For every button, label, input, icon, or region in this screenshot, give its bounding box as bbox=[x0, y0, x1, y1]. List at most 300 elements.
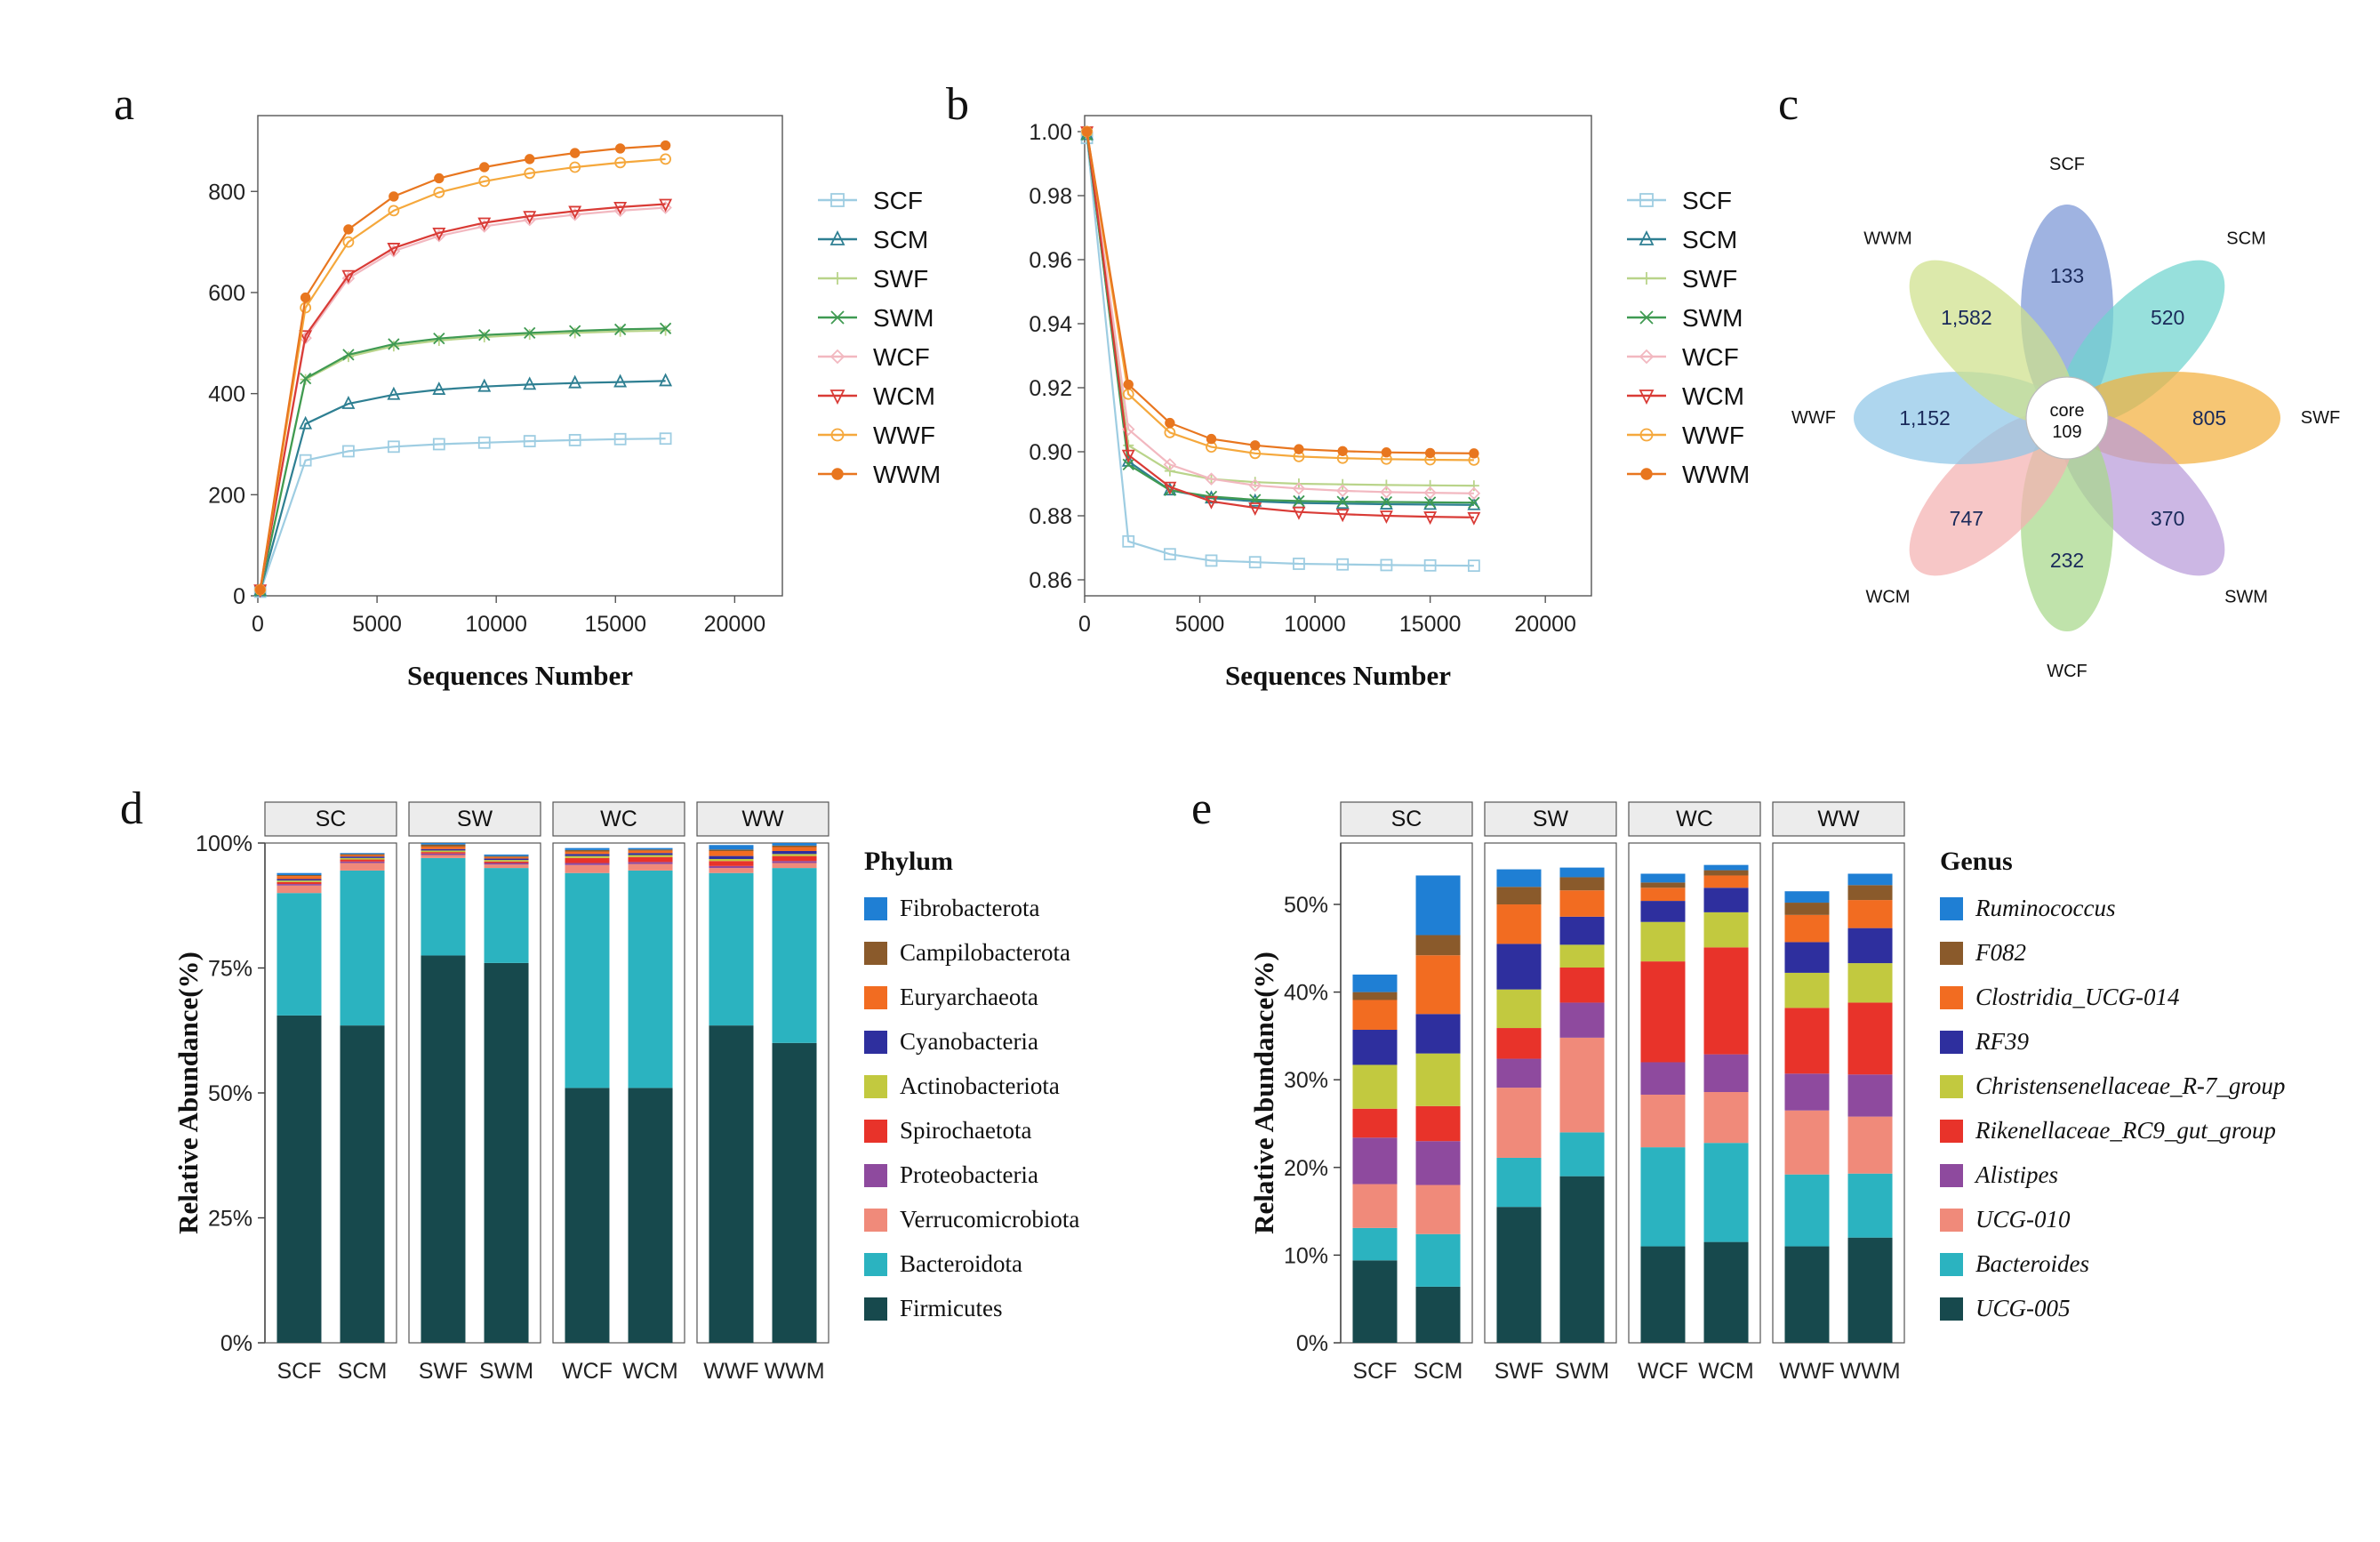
stacked-bar-segment bbox=[773, 846, 817, 847]
stacked-bar-segment bbox=[1496, 1028, 1541, 1059]
stacked-bar-segment bbox=[276, 884, 321, 886]
stacked-bar-segment bbox=[1560, 877, 1605, 890]
panel-d-chart bbox=[160, 791, 1245, 1494]
stacked-bar-segment bbox=[1640, 1095, 1685, 1147]
stacked-bar-segment bbox=[1784, 1008, 1829, 1073]
venn-petal-label: WWM bbox=[1863, 229, 1912, 249]
svg-text:SWF: SWF bbox=[1682, 265, 1738, 293]
stacked-bar-segment bbox=[1848, 1238, 1893, 1343]
svg-text:SWM: SWM bbox=[1682, 304, 1743, 332]
stacked-bar-segment bbox=[773, 863, 817, 868]
stacked-bar-segment bbox=[1848, 928, 1893, 963]
stacked-bar-segment bbox=[1704, 1055, 1749, 1092]
stacked-bar-segment bbox=[1416, 1287, 1461, 1343]
stacked-bar-segment bbox=[1784, 1073, 1829, 1110]
stacked-bar-segment bbox=[1560, 917, 1605, 945]
stacked-bar-segment bbox=[629, 853, 673, 855]
venn-core-value: 109 bbox=[2052, 422, 2082, 442]
venn-petal-value: 805 bbox=[2192, 406, 2227, 430]
svg-text:100%: 100% bbox=[196, 831, 252, 856]
stacked-bar-segment bbox=[709, 1025, 753, 1343]
stacked-bar-segment bbox=[709, 851, 753, 856]
stacked-bar-segment bbox=[1352, 1064, 1397, 1108]
stacked-bar-segment bbox=[1560, 944, 1605, 968]
x-tick-label: WWM bbox=[1839, 1359, 1901, 1384]
stacked-bar-segment bbox=[1640, 887, 1685, 901]
stacked-bar-segment bbox=[1560, 890, 1605, 917]
stacked-bar-segment bbox=[709, 845, 753, 849]
svg-text:0%: 0% bbox=[220, 1331, 252, 1356]
stacked-bar-segment bbox=[421, 850, 465, 852]
x-tick-label: WCM bbox=[1698, 1359, 1754, 1384]
legend-title: Genus bbox=[1940, 847, 2013, 876]
svg-text:15000: 15000 bbox=[1398, 612, 1462, 637]
facet-label: SW bbox=[456, 807, 493, 831]
stacked-bar-segment bbox=[565, 854, 609, 855]
svg-text:400: 400 bbox=[208, 381, 245, 407]
svg-text:0: 0 bbox=[252, 612, 264, 637]
svg-text:SCF: SCF bbox=[1682, 187, 1732, 214]
venn-petal-value: 133 bbox=[2049, 264, 2085, 287]
stacked-bar-segment bbox=[276, 882, 321, 884]
stacked-bar-segment bbox=[421, 845, 465, 847]
stacked-bar-segment bbox=[1416, 1141, 1461, 1185]
stacked-bar-segment bbox=[1848, 1002, 1893, 1074]
stacked-bar-segment bbox=[485, 856, 529, 857]
legend-label: UCG-005 bbox=[1975, 1295, 2071, 1321]
stacked-bar-segment bbox=[1352, 1109, 1397, 1138]
svg-text:Sequences Number: Sequences Number bbox=[406, 660, 634, 691]
panel-label-b: b bbox=[946, 79, 969, 130]
legend-swatch bbox=[864, 1164, 887, 1187]
facet-label: WW bbox=[1817, 807, 1860, 831]
stacked-bar-segment bbox=[1352, 1228, 1397, 1260]
stacked-bar-segment bbox=[1496, 870, 1541, 887]
svg-text:0: 0 bbox=[1078, 612, 1091, 637]
stacked-bar-segment bbox=[341, 862, 385, 863]
stacked-bar-segment bbox=[341, 860, 385, 862]
venn-petal-label: SCF bbox=[2049, 155, 2085, 174]
stacked-bar-segment bbox=[1640, 1247, 1685, 1343]
stacked-bar-segment bbox=[1640, 901, 1685, 922]
stacked-bar-segment bbox=[565, 852, 609, 855]
svg-text:5000: 5000 bbox=[352, 612, 402, 637]
stacked-bar-segment bbox=[773, 1043, 817, 1343]
venn-petal-label: SWF bbox=[2300, 408, 2341, 428]
svg-text:0.92: 0.92 bbox=[1029, 376, 1072, 401]
svg-text:30%: 30% bbox=[1283, 1068, 1328, 1094]
stacked-bar-segment bbox=[1640, 874, 1685, 883]
stacked-bar-segment bbox=[485, 860, 529, 862]
legend-label: Fibrobacterota bbox=[900, 895, 1040, 921]
svg-text:1.00: 1.00 bbox=[1029, 120, 1072, 145]
venn-petal-label: SCM bbox=[2226, 229, 2266, 249]
stacked-bar-segment bbox=[773, 856, 817, 862]
svg-text:5000: 5000 bbox=[1174, 612, 1225, 637]
panel-c-flower-venn bbox=[1774, 124, 2378, 747]
stacked-bar-segment bbox=[1640, 1147, 1685, 1246]
legend-swatch bbox=[1940, 986, 1963, 1009]
stacked-bar-segment bbox=[565, 1088, 609, 1343]
stacked-bar-segment bbox=[485, 863, 529, 864]
svg-text:SWM: SWM bbox=[873, 304, 934, 332]
svg-text:SCM: SCM bbox=[1682, 226, 1738, 253]
stacked-bar-segment bbox=[485, 857, 529, 859]
legend-label: Bacteroidota bbox=[900, 1250, 1022, 1277]
stacked-bar-segment bbox=[421, 852, 465, 854]
x-tick-label: SWM bbox=[478, 1359, 534, 1384]
stacked-bar-segment bbox=[485, 963, 529, 1343]
stacked-bar-segment bbox=[1560, 1177, 1605, 1343]
stacked-bar-segment bbox=[1848, 900, 1893, 928]
stacked-bar-segment bbox=[709, 866, 753, 868]
legend-swatch bbox=[864, 1120, 887, 1143]
stacked-bar-segment bbox=[773, 843, 817, 846]
legend-label: Bacteroides bbox=[1975, 1250, 2089, 1277]
stacked-bar-segment bbox=[421, 855, 465, 857]
stacked-bar-segment bbox=[629, 1088, 673, 1343]
legend-label: Firmicutes bbox=[900, 1295, 1003, 1321]
venn-petal-value: 232 bbox=[2049, 549, 2085, 572]
stacked-bar-segment bbox=[629, 850, 673, 853]
stacked-bar-segment bbox=[1784, 1111, 1829, 1175]
stacked-bar-segment bbox=[565, 865, 609, 873]
stacked-bar-segment bbox=[341, 854, 385, 855]
x-tick-label: SWF bbox=[1494, 1359, 1544, 1384]
stacked-bar-segment bbox=[421, 847, 465, 849]
legend-swatch bbox=[1940, 1164, 1963, 1187]
panel-label-a: a bbox=[114, 79, 135, 130]
panel-a-chart bbox=[160, 98, 1049, 818]
stacked-bar-segment bbox=[709, 868, 753, 873]
stacked-bar-segment bbox=[341, 856, 385, 858]
stacked-bar-segment bbox=[1848, 1174, 1893, 1238]
panel-e-chart bbox=[1236, 791, 2356, 1494]
stacked-bar-segment bbox=[565, 856, 609, 858]
legend-swatch bbox=[864, 1297, 887, 1321]
stacked-bar-segment bbox=[1352, 1260, 1397, 1343]
plot-frame bbox=[258, 116, 782, 596]
stacked-bar-segment bbox=[1848, 885, 1893, 900]
stacked-bar-segment bbox=[276, 873, 321, 875]
svg-text:SCF: SCF bbox=[873, 187, 923, 214]
stacked-bar-segment bbox=[341, 1025, 385, 1343]
facet-label: WC bbox=[1676, 807, 1713, 831]
stacked-bar-segment bbox=[485, 855, 529, 856]
x-tick-label: WCF bbox=[1638, 1359, 1688, 1384]
svg-text:200: 200 bbox=[208, 483, 245, 509]
y-axis-title: Relative Abundance(%) bbox=[172, 952, 204, 1234]
stacked-bar-segment bbox=[1496, 990, 1541, 1028]
legend-swatch bbox=[1940, 1075, 1963, 1098]
stacked-bar-segment bbox=[565, 848, 609, 850]
panel-label-e: e bbox=[1191, 783, 1213, 834]
svg-text:WCF: WCF bbox=[873, 343, 930, 371]
legend-label: Rikenellaceae_RC9_gut_group bbox=[1975, 1117, 2276, 1144]
stacked-bar-segment bbox=[773, 854, 817, 855]
legend-swatch bbox=[1940, 1120, 1963, 1143]
legend-swatch bbox=[1940, 1209, 1963, 1232]
stacked-bar-segment bbox=[1704, 871, 1749, 876]
stacked-bar-segment bbox=[1416, 875, 1461, 935]
svg-text:Sequences Number: Sequences Number bbox=[1224, 660, 1452, 691]
svg-text:40%: 40% bbox=[1283, 980, 1328, 1006]
x-tick-label: SWM bbox=[1554, 1359, 1610, 1384]
stacked-bar-segment bbox=[1496, 887, 1541, 904]
stacked-bar-segment bbox=[1496, 904, 1541, 944]
legend-label: Verrucomicrobiota bbox=[900, 1206, 1080, 1233]
stacked-bar-segment bbox=[1704, 865, 1749, 871]
venn-petal-value: 1,582 bbox=[1941, 305, 1992, 329]
legend-label: Cyanobacteria bbox=[900, 1028, 1038, 1055]
stacked-bar-segment bbox=[629, 871, 673, 1088]
svg-text:0.88: 0.88 bbox=[1029, 504, 1072, 529]
stacked-bar-segment bbox=[629, 857, 673, 863]
facet-label: SW bbox=[1532, 807, 1569, 831]
venn-petal-label: SWM bbox=[2224, 587, 2268, 607]
svg-text:WWF: WWF bbox=[873, 422, 935, 449]
svg-text:0%: 0% bbox=[1295, 1331, 1328, 1356]
stacked-bar-segment bbox=[1352, 1000, 1397, 1030]
stacked-bar-segment bbox=[421, 858, 465, 956]
legend-label: Actinobacteriota bbox=[900, 1072, 1060, 1099]
stacked-bar-segment bbox=[276, 879, 321, 880]
stacked-bar-segment bbox=[1704, 912, 1749, 947]
venn-petal-label: WWF bbox=[1791, 408, 1836, 428]
stacked-bar-segment bbox=[1352, 1137, 1397, 1184]
svg-text:15000: 15000 bbox=[584, 612, 647, 637]
stacked-bar-segment bbox=[1560, 1132, 1605, 1176]
stacked-bar-segment bbox=[1416, 1234, 1461, 1287]
stacked-bar-segment bbox=[1704, 1143, 1749, 1241]
svg-text:WCF: WCF bbox=[1682, 343, 1739, 371]
stacked-bar-segment bbox=[709, 859, 753, 861]
x-tick-label: SWF bbox=[418, 1359, 469, 1384]
legend-swatch bbox=[1940, 942, 1963, 965]
stacked-bar-segment bbox=[1352, 975, 1397, 992]
stacked-bar-segment bbox=[276, 876, 321, 879]
x-tick-label: WWF bbox=[1779, 1359, 1835, 1384]
legend-swatch bbox=[1940, 1297, 1963, 1321]
legend-swatch bbox=[1940, 1253, 1963, 1276]
stacked-bar-segment bbox=[709, 856, 753, 859]
panel-label-d: d bbox=[120, 783, 143, 834]
svg-text:25%: 25% bbox=[207, 1206, 252, 1232]
svg-text:10000: 10000 bbox=[465, 612, 527, 637]
stacked-bar-segment bbox=[629, 864, 673, 871]
stacked-bar-segment bbox=[565, 873, 609, 1088]
stacked-bar-segment bbox=[1784, 915, 1829, 943]
stacked-bar-segment bbox=[485, 864, 529, 868]
stacked-bar-segment bbox=[276, 893, 321, 1016]
stacked-bar-segment bbox=[1496, 1059, 1541, 1088]
stacked-bar-segment bbox=[1848, 874, 1893, 886]
stacked-bar-segment bbox=[1704, 947, 1749, 1054]
legend-label: Clostridia_UCG-014 bbox=[1975, 984, 2180, 1010]
x-tick-label: SCM bbox=[337, 1359, 388, 1384]
stacked-bar-segment bbox=[1496, 1088, 1541, 1158]
facet-label: WC bbox=[600, 807, 637, 831]
stacked-bar-segment bbox=[276, 880, 321, 882]
stacked-bar-segment bbox=[773, 868, 817, 1043]
plot-frame bbox=[1085, 116, 1591, 596]
stacked-bar-segment bbox=[1560, 1002, 1605, 1037]
legend-swatch bbox=[864, 1031, 887, 1054]
legend-label: F082 bbox=[1975, 939, 2026, 966]
legend-label: Christensenellaceae_R-7_group bbox=[1975, 1072, 2286, 1099]
svg-text:600: 600 bbox=[208, 280, 245, 306]
stacked-bar-segment bbox=[709, 849, 753, 851]
stacked-bar-segment bbox=[1416, 1185, 1461, 1234]
stacked-bar-segment bbox=[1640, 1062, 1685, 1094]
x-tick-label: SCF bbox=[276, 1359, 322, 1384]
x-tick-label: SCF bbox=[1352, 1359, 1398, 1384]
stacked-bar-segment bbox=[1416, 936, 1461, 956]
stacked-bar-segment bbox=[276, 875, 321, 876]
svg-text:WWM: WWM bbox=[873, 461, 942, 488]
stacked-bar-segment bbox=[1416, 1106, 1461, 1141]
venn-petal-value: 1,152 bbox=[1899, 406, 1951, 430]
stacked-bar-segment bbox=[1560, 868, 1605, 878]
stacked-bar-segment bbox=[1784, 1247, 1829, 1343]
x-tick-label: SCM bbox=[1413, 1359, 1463, 1384]
stacked-bar-segment bbox=[1416, 1014, 1461, 1053]
y-axis-title: Relative Abundance(%) bbox=[1248, 952, 1279, 1234]
stacked-bar-segment bbox=[1704, 887, 1749, 912]
stacked-bar-segment bbox=[1784, 1175, 1829, 1247]
panel-b-chart bbox=[969, 98, 1858, 818]
stacked-bar-segment bbox=[1560, 968, 1605, 1002]
svg-text:20000: 20000 bbox=[703, 612, 766, 637]
stacked-bar-segment bbox=[773, 851, 817, 854]
svg-text:20%: 20% bbox=[1283, 1155, 1328, 1181]
stacked-bar-segment bbox=[1416, 955, 1461, 1014]
stacked-bar-segment bbox=[565, 858, 609, 863]
svg-text:10000: 10000 bbox=[1284, 612, 1346, 637]
svg-text:0.96: 0.96 bbox=[1029, 248, 1072, 273]
stacked-bar-segment bbox=[1640, 961, 1685, 1062]
stacked-bar-segment bbox=[485, 858, 529, 860]
svg-text:0.98: 0.98 bbox=[1029, 184, 1072, 209]
x-tick-label: WCF bbox=[562, 1359, 613, 1384]
stacked-bar-segment bbox=[629, 848, 673, 850]
svg-text:0.94: 0.94 bbox=[1029, 312, 1072, 337]
panel-label-c: c bbox=[1778, 79, 1799, 130]
legend-label: UCG-010 bbox=[1975, 1206, 2071, 1233]
facet-label: WW bbox=[741, 807, 784, 831]
stacked-bar-segment bbox=[1560, 1038, 1605, 1132]
stacked-bar-segment bbox=[485, 862, 529, 863]
svg-text:WWF: WWF bbox=[1682, 422, 1744, 449]
legend-swatch bbox=[864, 942, 887, 965]
stacked-bar-segment bbox=[629, 855, 673, 856]
stacked-bar-segment bbox=[1784, 942, 1829, 973]
stacked-bar-segment bbox=[1848, 963, 1893, 1002]
facet-label: SC bbox=[315, 807, 347, 831]
x-tick-label: WCM bbox=[622, 1359, 678, 1384]
stacked-bar-segment bbox=[1704, 1242, 1749, 1343]
svg-text:WWM: WWM bbox=[1682, 461, 1751, 488]
stacked-bar-segment bbox=[1352, 1185, 1397, 1228]
stacked-bar-segment bbox=[1704, 875, 1749, 887]
svg-text:75%: 75% bbox=[207, 956, 252, 982]
legend-swatch bbox=[864, 1075, 887, 1098]
stacked-bar-segment bbox=[1784, 973, 1829, 1008]
stacked-bar-segment bbox=[341, 858, 385, 860]
stacked-bar-segment bbox=[709, 861, 753, 866]
svg-text:0: 0 bbox=[233, 584, 245, 609]
svg-text:0.90: 0.90 bbox=[1029, 440, 1072, 465]
stacked-bar-segment bbox=[1784, 891, 1829, 903]
stacked-bar-segment bbox=[421, 955, 465, 1343]
legend-label: Ruminococcus bbox=[1975, 895, 2116, 921]
stacked-bar-segment bbox=[341, 863, 385, 870]
stacked-bar-segment bbox=[341, 855, 385, 856]
stacked-bar-segment bbox=[1640, 882, 1685, 887]
facet-label: SC bbox=[1390, 807, 1422, 831]
stacked-bar-segment bbox=[1704, 1092, 1749, 1143]
x-tick-label: WWF bbox=[703, 1359, 759, 1384]
svg-text:10%: 10% bbox=[1283, 1243, 1328, 1269]
svg-text:WCM: WCM bbox=[1682, 382, 1744, 410]
legend-label: Campilobacterota bbox=[900, 939, 1070, 966]
legend-swatch bbox=[864, 897, 887, 920]
stacked-bar-segment bbox=[421, 854, 465, 855]
stacked-bar-segment bbox=[1352, 1030, 1397, 1064]
legend-swatch bbox=[1940, 897, 1963, 920]
venn-petal-label: WCF bbox=[2047, 662, 2088, 681]
svg-text:0.86: 0.86 bbox=[1029, 568, 1072, 593]
stacked-bar-segment bbox=[1496, 1207, 1541, 1343]
stacked-bar-segment bbox=[629, 862, 673, 863]
stacked-bar-segment bbox=[1848, 1117, 1893, 1174]
stacked-bar-segment bbox=[773, 861, 817, 863]
svg-text:WCM: WCM bbox=[873, 382, 935, 410]
legend-label: Spirochaetota bbox=[900, 1117, 1032, 1144]
svg-text:SWF: SWF bbox=[873, 265, 929, 293]
stacked-bar-segment bbox=[709, 873, 753, 1025]
legend-label: Proteobacteria bbox=[900, 1161, 1038, 1188]
venn-core-label: core bbox=[2049, 401, 2085, 421]
stacked-bar-segment bbox=[1640, 922, 1685, 961]
stacked-bar-segment bbox=[421, 843, 465, 845]
stacked-bar-segment bbox=[1848, 1074, 1893, 1116]
legend-label: Alistipes bbox=[1975, 1161, 2058, 1188]
stacked-bar-segment bbox=[421, 849, 465, 851]
venn-petal-label: WCM bbox=[1865, 587, 1911, 607]
x-tick-label: WWM bbox=[764, 1359, 825, 1384]
svg-text:50%: 50% bbox=[1283, 893, 1328, 919]
stacked-bar-segment bbox=[629, 849, 673, 850]
legend-swatch bbox=[864, 1209, 887, 1232]
svg-text:50%: 50% bbox=[207, 1081, 252, 1106]
stacked-bar-segment bbox=[1352, 992, 1397, 1000]
stacked-bar-segment bbox=[773, 847, 817, 850]
stacked-bar-segment bbox=[1496, 1158, 1541, 1207]
stacked-bar-segment bbox=[341, 871, 385, 1025]
venn-petal-value: 520 bbox=[2150, 305, 2185, 329]
legend-swatch bbox=[864, 1253, 887, 1276]
svg-text:20000: 20000 bbox=[1514, 612, 1576, 637]
venn-petal-value: 370 bbox=[2150, 507, 2185, 531]
stacked-bar-segment bbox=[341, 853, 385, 854]
legend-swatch bbox=[864, 986, 887, 1009]
legend-title: Phylum bbox=[864, 847, 954, 876]
svg-text:SCM: SCM bbox=[873, 226, 929, 253]
svg-text:800: 800 bbox=[208, 180, 245, 205]
legend-swatch bbox=[1940, 1031, 1963, 1054]
stacked-bar-segment bbox=[1496, 944, 1541, 989]
